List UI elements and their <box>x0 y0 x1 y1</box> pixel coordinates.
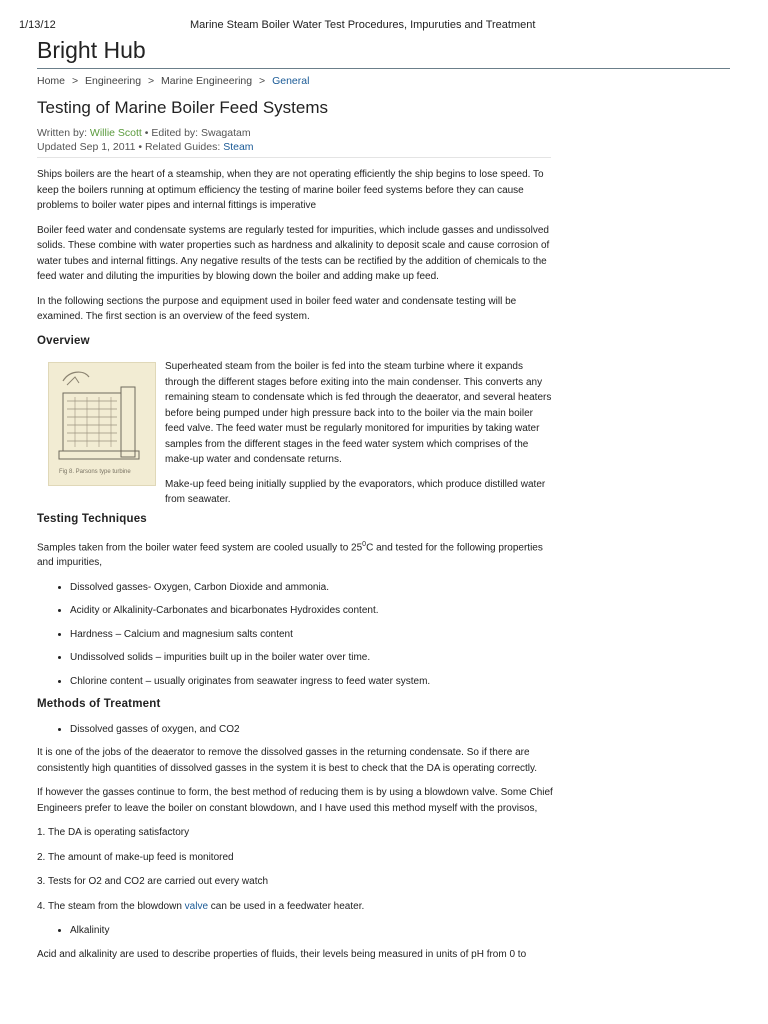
paragraph: Superheated steam from the boiler is fed into the steam turbine where it expands through the different stages before exiting into the main condenser. This converts any remaining steam to condensate which is fed through the deaerator, and several heaters before being pumped under high pressure back into to the boiler via the main boiler feed valve. The feed water must be regularly monitored for impurities by taking water samples from the different stages in the feed water system which comprises of the make-up water and condensate returns. <box>165 361 552 465</box>
breadcrumb-separator: > <box>71 75 79 87</box>
breadcrumb-marine-engineering[interactable]: Marine Engineering <box>161 75 253 87</box>
boiler-sketch <box>49 363 155 485</box>
numbered-item <box>37 899 553 915</box>
testing-list <box>37 580 553 690</box>
breadcrumb-general[interactable]: General <box>272 75 310 87</box>
byline <box>37 127 251 139</box>
valve-link[interactable]: valve <box>184 900 209 912</box>
section-heading-methods: Methods of Treatment <box>37 698 161 711</box>
numbered-item: 1. The DA is operating satisfactory <box>37 827 190 839</box>
list-item: • Dissolved gasses- Oxygen, Carbon Dioxide and ammonia. <box>70 580 553 596</box>
paragraph: Boiler feed water and condensate systems are regularly tested for impurities, which include gasses and undissolved solids. These combine with water properties such as hardness and alkalinity to deposit scale and cause corrosion of water tubes and internal fittings. Any negative results of the tests can be rectified by the addition of chemicals to the feed water and diluting the impurities by blowing down the boiler and adding make up feed. <box>37 224 550 282</box>
breadcrumb-separator: > <box>147 75 155 87</box>
overview-block <box>37 358 553 506</box>
list-item: • Hardness – Calcium and magnesium salts content <box>70 627 553 643</box>
article-body <box>37 167 553 971</box>
paragraph: If however the gasses continue to form, the best method of reducing them is by using a blowdown valve. Some Chief Engineers prefer to leave the boiler on constant blowdown, and I have used this method myself with the provisos, <box>37 787 553 814</box>
print-date: 1/13/12 <box>19 19 56 31</box>
numbered-item-start: 4. The steam from the blowdown <box>37 900 185 912</box>
site-logo-text[interactable]: Bright Hub <box>37 37 146 63</box>
author-link[interactable]: Willie Scott <box>89 127 142 139</box>
related-guide-link[interactable]: Steam <box>223 141 254 153</box>
meta-divider <box>37 157 551 158</box>
update-line <box>37 141 254 153</box>
list-item: • Alkalinity <box>70 923 553 939</box>
print-title: Marine Steam Boiler Water Test Procedures, Impuruties and Treatment <box>190 19 536 31</box>
paragraph <box>37 537 553 571</box>
paragraph: Ships boilers are the heart of a steamship, when they are not operating efficiently the ship begins to lose speed. To keep the boilers running at optimum efficiency the testing of marine boiler feed systems before they can cause problems to boiler water pipes and internal fittings is imperative <box>37 169 544 211</box>
section-heading-testing: Testing Techniques <box>37 513 147 525</box>
paragraph: In the following sections the purpose and equipment used in boiler feed water and condensate testing will be examined. The first section is an overview of the feed system. <box>37 295 517 322</box>
degree-superscript: 0 <box>362 540 367 548</box>
section-heading-overview: Overview <box>37 334 90 347</box>
list-item: • Acidity or Alkalinity-Carbonates and bicarbonates Hydroxides content. <box>70 603 553 619</box>
list-item: • Dissolved gasses of oxygen, and CO2 <box>70 722 553 738</box>
testing-intro-start: Samples taken from the boiler water feed system are cooled usually to 25 <box>37 541 363 553</box>
figure-caption: Fig 8. Parsons type turbine <box>59 469 131 475</box>
breadcrumb-separator: > <box>259 75 266 87</box>
header-divider <box>37 68 730 69</box>
testing-intro-end: C and tested for the following properties and impurities, <box>37 541 543 569</box>
boiler-diagram-image <box>48 362 156 486</box>
list-item: • Undissolved solids – impurities built up in the boiler water over time. <box>70 650 553 666</box>
numbered-item-end: can be used in a feedwater heater. <box>208 900 365 912</box>
paragraph: Acid and alkalinity are used to describe properties of fluids, their levels being measured in units of pH from 0 to <box>37 948 527 960</box>
article-title: Testing of Marine Boiler Feed Systems <box>37 98 329 117</box>
written-by-label: Written by: <box>37 127 87 139</box>
editor-name: Swagatam <box>201 127 251 139</box>
updated-label: Updated Sep 1, 2011 • Related Guides: <box>37 141 221 153</box>
numbered-item: 3. Tests for O2 and CO2 are carried out every watch <box>37 876 269 888</box>
overview-text <box>165 359 555 517</box>
breadcrumb-home[interactable]: Home <box>37 75 66 87</box>
breadcrumb-engineering[interactable]: Engineering <box>85 75 142 87</box>
alkalinity-list <box>37 923 553 939</box>
breadcrumb <box>37 75 309 87</box>
methods-list <box>37 722 553 738</box>
paragraph: It is one of the jobs of the deaerator to remove the dissolved gasses in the returning condensate. So if there are consistently high quantities of dissolved gasses in the system it is best to check that the DA is operating correctly. <box>37 747 538 774</box>
edited-by-label: • Edited by: <box>144 127 199 139</box>
paragraph: Make-up feed being initially supplied by the evaporators, which produce distilled water from seawater. <box>165 478 546 505</box>
numbered-item: 2. The amount of make-up feed is monitored <box>37 851 234 863</box>
list-item: • Chlorine content – usually originates from seawater ingress to feed water system. <box>70 674 553 690</box>
